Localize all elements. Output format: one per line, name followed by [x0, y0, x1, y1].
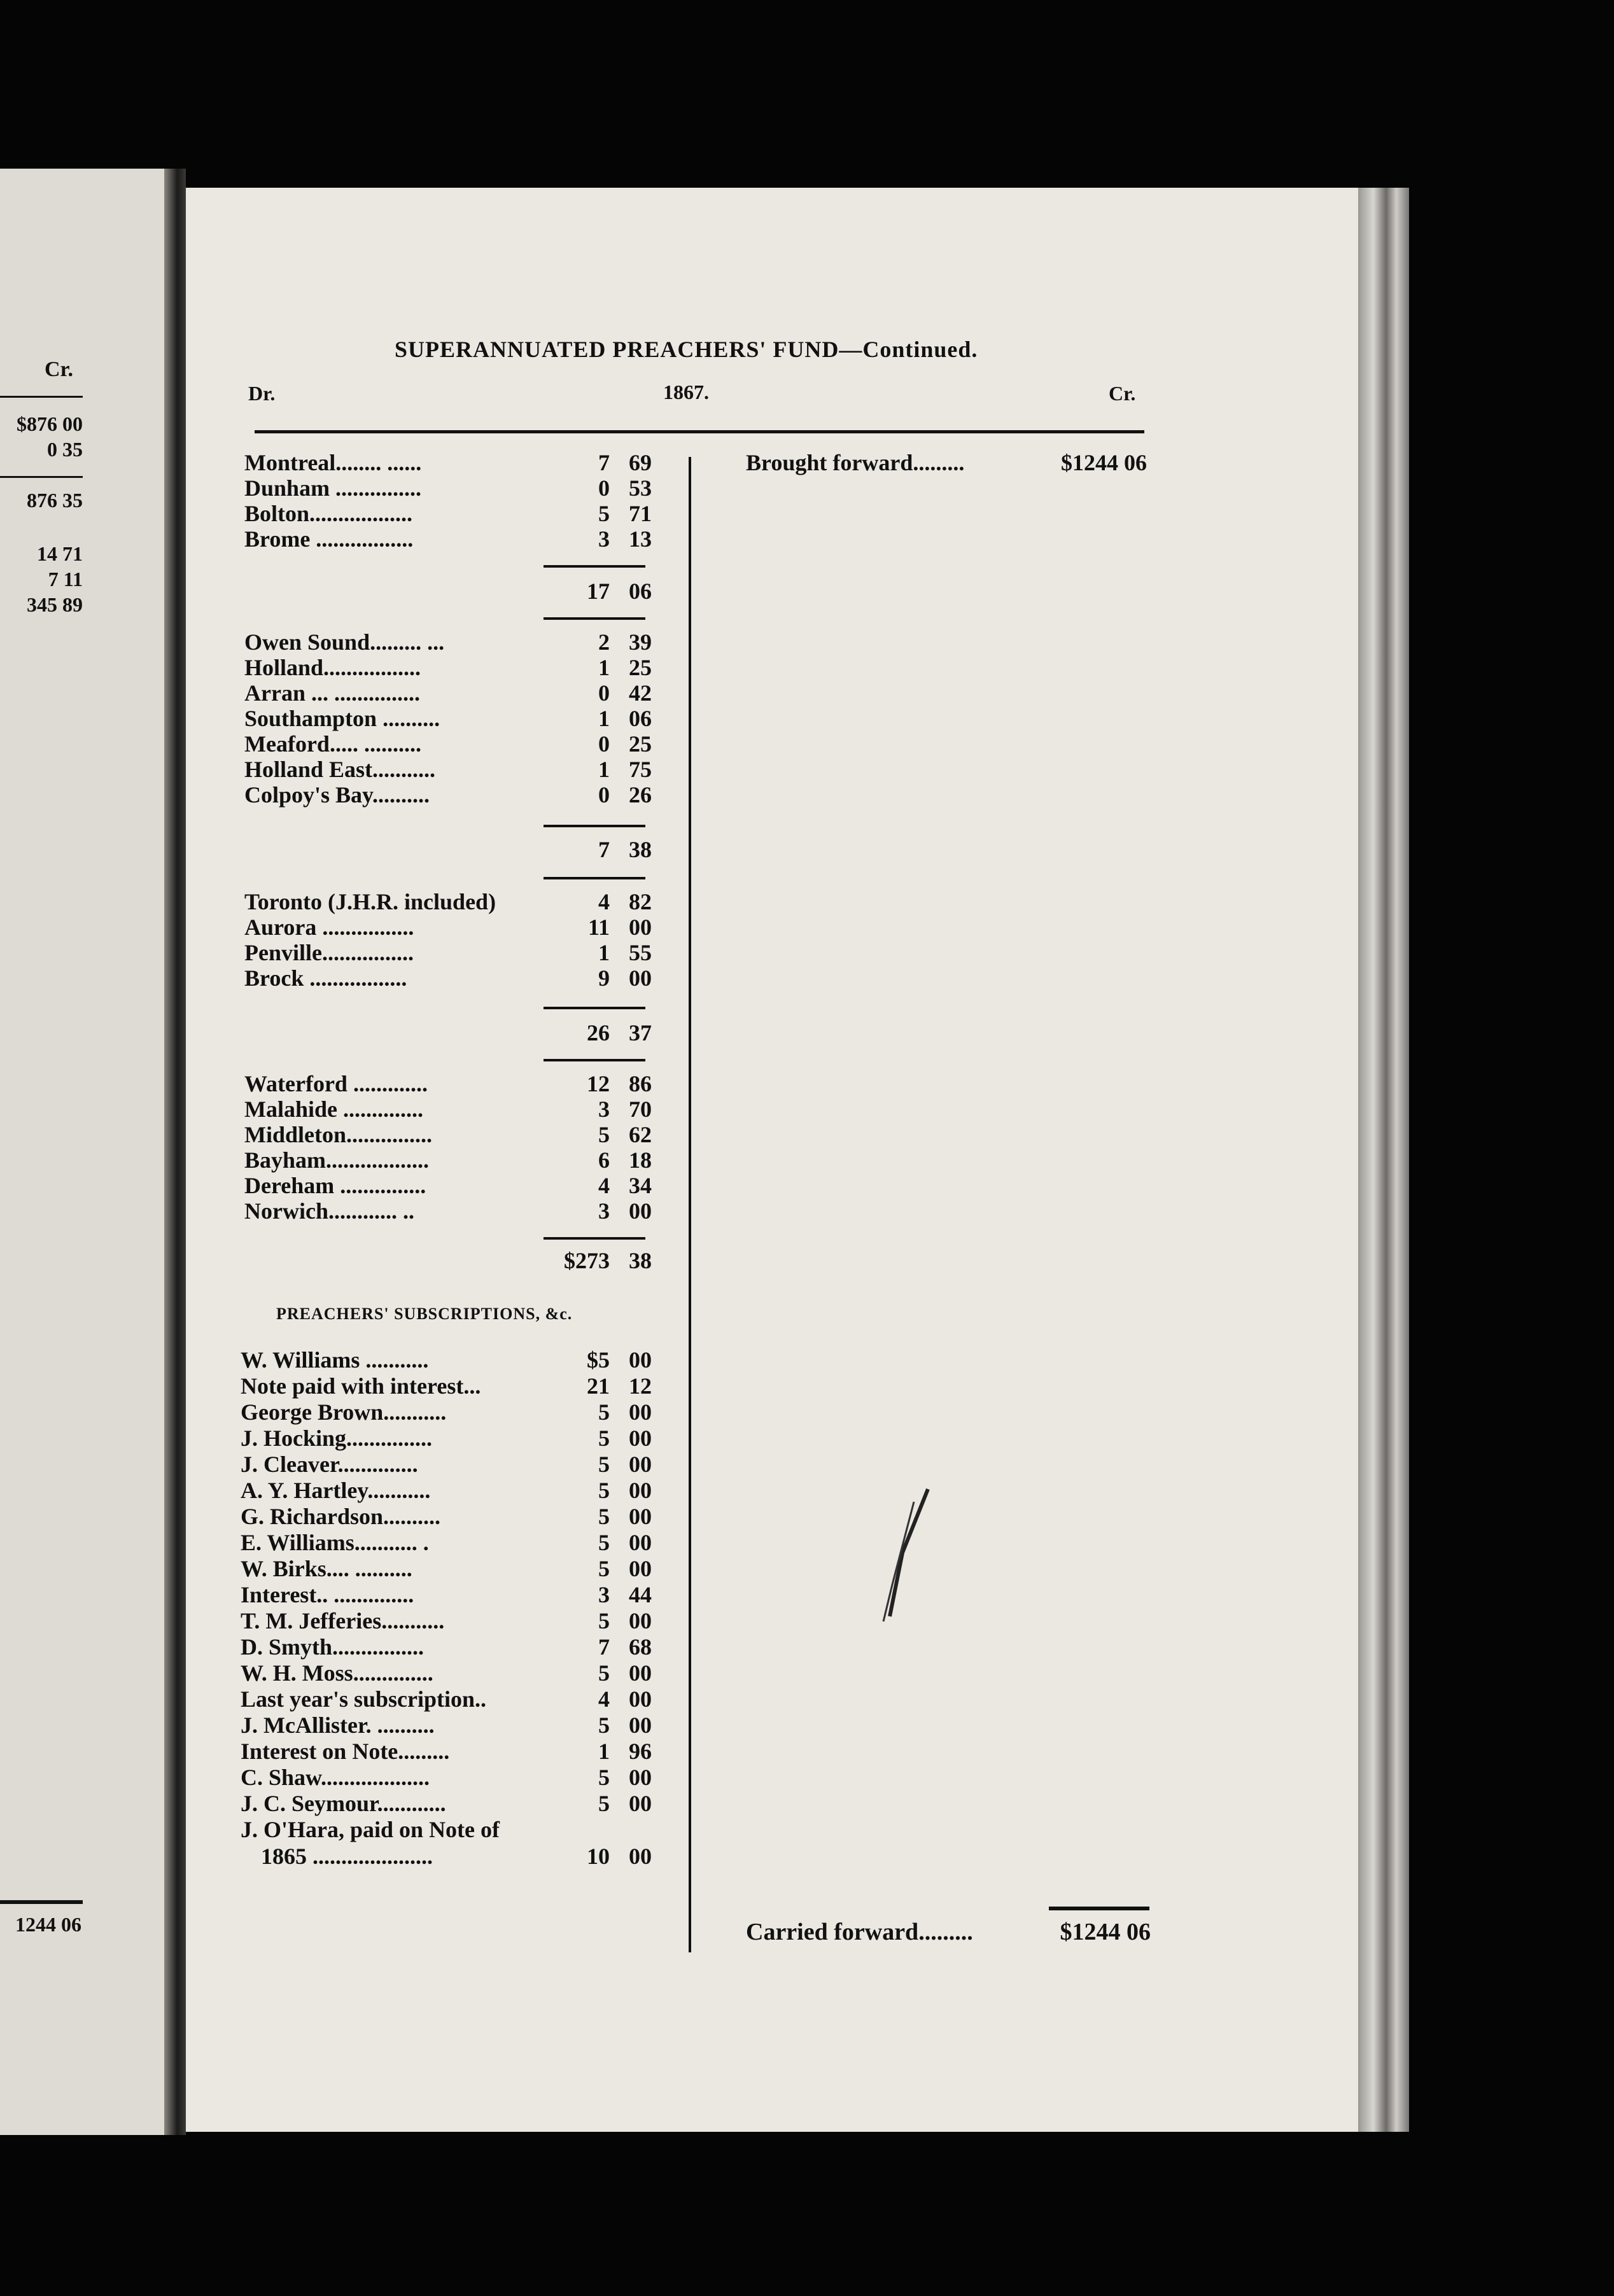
ledger-row: Owen Sound......... ... 2 39 — [244, 629, 652, 655]
subtotal-rule — [544, 877, 645, 879]
subscription-row: T. M. Jefferies........... 5 00 — [241, 1608, 652, 1634]
subscription-row: George Brown........... 5 00 — [241, 1399, 652, 1425]
left-amount: 7 11 — [48, 568, 83, 591]
subscriptions-list — [241, 1347, 652, 1919]
left-page — [0, 169, 164, 2135]
subscription-row: Interest on Note......... 1 96 — [241, 1739, 652, 1764]
left-amount: 0 35 — [47, 438, 83, 461]
subtotal-row: 26 37 — [587, 1020, 652, 1046]
ledger-row: Toronto (J.H.R. included) 4 82 — [244, 889, 652, 914]
year-label: 1867. — [663, 381, 709, 403]
left-amount: 345 89 — [27, 593, 83, 616]
left-rule — [0, 1900, 83, 1904]
ledger-row: Arran ... ............... 0 42 — [244, 680, 652, 706]
ledger-row: Penville................ 1 55 — [244, 940, 652, 965]
ledger-row: Dereham ............... 4 34 — [244, 1173, 652, 1198]
ledger-row: Meaford..... .......... 0 25 — [244, 731, 652, 757]
book-gutter — [164, 169, 186, 2135]
page-title: SUPERANNUATED PREACHERS' FUND—Continued. — [395, 337, 978, 362]
left-cr-label: Cr. — [45, 358, 74, 381]
subscription-row: J. O'Hara, paid on Note of — [241, 1817, 500, 1842]
debit-label: Dr. — [248, 382, 276, 405]
left-rule — [0, 476, 83, 478]
ledger-row: Waterford ............. 12 86 — [244, 1071, 652, 1096]
ledger-row: Southampton .......... 1 06 — [244, 706, 652, 731]
left-total: 1244 06 — [15, 1913, 81, 1936]
ledger-row: Middleton............... 5 62 — [244, 1122, 652, 1147]
subtotal-row: 17 06 — [587, 578, 652, 604]
ledger-row: Brock ................. 9 00 — [244, 965, 652, 991]
ledger-row: Holland East........... 1 75 — [244, 757, 652, 782]
left-amount: 14 71 — [37, 542, 83, 565]
subtotal-rule — [544, 825, 645, 827]
subscription-row: C. Shaw................... 5 00 — [241, 1765, 652, 1790]
total-rule — [1049, 1907, 1149, 1910]
subscription-row: G. Richardson.......... 5 00 — [241, 1504, 652, 1529]
subtotal-rule — [544, 1059, 645, 1061]
credit-label: Cr. — [1109, 382, 1136, 405]
subscription-row: J. Cleaver.............. 5 00 — [241, 1452, 652, 1477]
column-divider — [689, 457, 691, 1952]
brought-forward-amount: $1244 06 — [1061, 450, 1147, 475]
subscription-row: J. C. Seymour............ 5 00 — [241, 1791, 652, 1816]
subscription-row: Note paid with interest... 21 12 — [241, 1373, 652, 1399]
subscription-row: W. Williams ........... $5 00 — [241, 1347, 652, 1373]
ledger-row: Holland................. 1 25 — [244, 655, 652, 680]
left-rule — [0, 396, 83, 398]
brought-forward-label: Brought forward......... — [746, 450, 965, 475]
carried-forward-label: Carried forward......... — [746, 1919, 973, 1945]
subtotal-row: 7 38 — [598, 837, 652, 862]
ledger-row: Brome ................. 3 13 — [244, 526, 652, 552]
ledger-row: Bolton.................. 5 71 — [244, 501, 652, 526]
left-amount: 876 35 — [27, 489, 83, 512]
ledger-row: Aurora ................ 11 00 — [244, 914, 652, 940]
subscription-row: Interest.. .............. 3 44 — [241, 1582, 652, 1607]
left-amount: $876 00 — [17, 412, 83, 435]
ledger-row: Montreal........ ...... 7 69 — [244, 450, 652, 475]
ledger-row: Dunham ............... 0 53 — [244, 475, 652, 501]
ledger-row: Bayham.................. 6 18 — [244, 1147, 652, 1173]
subscriptions-heading: PREACHERS' SUBSCRIPTIONS, &c. — [276, 1305, 573, 1323]
subscription-row: J. McAllister. .......... 5 00 — [241, 1712, 652, 1738]
subtotal-rule — [544, 617, 645, 620]
subscription-row: W. H. Moss.............. 5 00 — [241, 1660, 652, 1686]
ledger-row: Norwich............ .. 3 00 — [244, 1198, 652, 1224]
subscription-row: Last year's subscription.. 4 00 — [241, 1686, 652, 1712]
subscription-row: A. Y. Hartley........... 5 00 — [241, 1478, 652, 1503]
ledger-row: Colpoy's Bay.......... 0 26 — [244, 782, 652, 808]
subscription-row: D. Smyth................ 7 68 — [241, 1634, 652, 1660]
page-edges — [1358, 188, 1409, 2132]
subtotal-row: $273 38 — [564, 1248, 652, 1273]
subscription-row: W. Birks.... .......... 5 00 — [241, 1556, 652, 1581]
subscription-row: 1865 ..................... 10 00 — [261, 1844, 652, 1869]
subtotal-rule — [544, 1237, 645, 1240]
ledger-row: Malahide .............. 3 70 — [244, 1096, 652, 1122]
subscription-row: J. Hocking............... 5 00 — [241, 1425, 652, 1451]
pencil-mark-icon — [853, 1476, 936, 1629]
carried-forward-amount: $1244 06 — [1060, 1919, 1151, 1945]
subscription-row: E. Williams........... . 5 00 — [241, 1530, 652, 1555]
subtotal-rule — [544, 1007, 645, 1009]
subtotal-rule — [544, 565, 645, 568]
